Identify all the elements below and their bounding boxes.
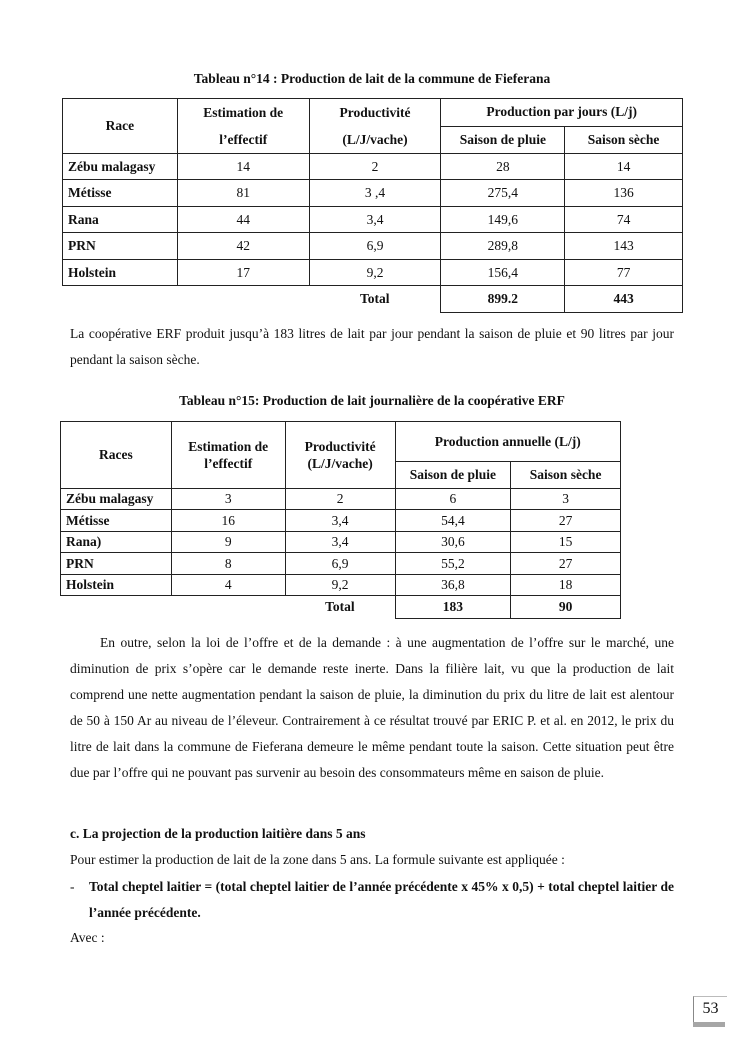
table14-cell-seche: 136 — [565, 180, 683, 207]
table14-header-pluie: Saison de pluie — [441, 126, 565, 154]
table14-total-pluie: 899.2 — [441, 286, 565, 313]
table14-header-effectif-line1: Estimation de — [203, 105, 284, 120]
table14 — [62, 98, 683, 313]
table14-cell-effectif: 44 — [177, 207, 309, 233]
table15 — [60, 421, 621, 619]
table14-cell-race: Métisse — [63, 180, 178, 207]
page-number-box — [693, 996, 727, 1025]
table14-cell-race: Rana — [63, 207, 178, 233]
table-row — [63, 233, 683, 260]
table14-cell-pluie: 275,4 — [441, 180, 565, 207]
table15-cell-race: Holstein — [61, 575, 172, 596]
table15-header-productivite-line1: Productivité — [304, 439, 376, 454]
table14-cell-pluie: 156,4 — [441, 260, 565, 286]
table14-cell-productivite: 9,2 — [309, 260, 441, 286]
table15-header-pluie: Saison de pluie — [395, 462, 511, 489]
table14-cell-seche: 74 — [565, 207, 683, 233]
table15-cell-effectif: 8 — [171, 553, 285, 575]
table14-cell-effectif: 42 — [177, 233, 309, 260]
table14-header-seche: Saison sèche — [565, 126, 683, 154]
table15-header-productivite — [285, 422, 395, 489]
formula: Total cheptel laitier = (total cheptel laitier de l’année précédente x 45% x 0,5) + total cheptel laitier de l’année précédente. — [89, 879, 674, 920]
bullet-dash: - — [70, 879, 75, 894]
table14-cell-productivite: 6,9 — [309, 233, 441, 260]
table14-cell-productivite: 2 — [309, 154, 441, 180]
table15-cell-productivite: 3,4 — [285, 510, 395, 532]
table15-cell-seche: 15 — [511, 532, 621, 553]
table15-cell-pluie: 6 — [395, 489, 511, 510]
table14-header-productivite-line1: Productivité — [339, 105, 411, 120]
table14-header-effectif — [177, 99, 309, 154]
table15-total-label: Total — [285, 596, 395, 619]
paragraph-1: La coopérative ERF produit jusqu’à 183 litres de lait par jour pendant la saison de pluie et 90 litres par jour pendant la saison sèche. — [70, 326, 674, 367]
table-row — [61, 553, 621, 575]
table-row — [63, 180, 683, 207]
table15-header-effectif — [171, 422, 285, 489]
table14-cell-seche: 77 — [565, 260, 683, 286]
table14-total-seche: 443 — [565, 286, 683, 313]
table15-cell-effectif: 4 — [171, 575, 285, 596]
table14-cell-effectif: 14 — [177, 154, 309, 180]
table15-header-effectif-line2: l’effectif — [204, 456, 253, 471]
section-heading: c. La projection de la production laitière dans 5 ans — [70, 826, 366, 841]
table15-cell-race: Rana) — [61, 532, 172, 553]
table15-caption: Tableau n°15: Production de lait journalière de la coopérative ERF — [179, 393, 565, 408]
table15-total-row — [61, 596, 621, 619]
table15-total-seche: 90 — [511, 596, 621, 619]
table15-cell-race: Métisse — [61, 510, 172, 532]
table-row — [63, 260, 683, 286]
table15-cell-effectif: 3 — [171, 489, 285, 510]
table15-cell-seche: 27 — [511, 510, 621, 532]
table14-cell-pluie: 28 — [441, 154, 565, 180]
paragraph-2: En outre, selon la loi de l’offre et de la demande : à une augmentation de l’offre sur le marché, une diminution de prix s’opère car le demande reste inerte. Dans la filière lait, vu que la production de lait comprend une nette augmentation pendant la saison de pluie, la diminution du prix du litre de lait est alentour de 50 à 150 Ar au niveau de l’éleveur. Contrairement à ce résultat trouvé par ERIC P. et al. en 2012, le prix du litre de lait dans la commune de Fieferana demeure le même pendant toute la saison. Cette situation peut être due par l’offre qui ne pouvant pas survenir au besoin des consommateurs même en saison de pluie. — [70, 635, 674, 780]
table14-cell-pluie: 149,6 — [441, 207, 565, 233]
table-row — [63, 154, 683, 180]
page-number: 53 — [702, 1000, 719, 1017]
paragraph-3: Pour estimer la production de lait de la zone dans 5 ans. La formule suivante est appliquée : — [70, 852, 565, 867]
table14-cell-seche: 143 — [565, 233, 683, 260]
table-row — [63, 207, 683, 233]
table15-cell-race: Zébu malagasy — [61, 489, 172, 510]
table15-header-productivite-line2: (L/J/vache) — [307, 456, 373, 471]
table15-cell-productivite: 6,9 — [285, 553, 395, 575]
table14-total-label: Total — [309, 286, 441, 313]
table14-cell-race: PRN — [63, 233, 178, 260]
table15-cell-productivite: 9,2 — [285, 575, 395, 596]
table-row — [61, 489, 621, 510]
table14-header-productivite-line2: (L/J/vache) — [342, 132, 408, 147]
table15-cell-effectif: 9 — [171, 532, 285, 553]
table15-cell-pluie: 54,4 — [395, 510, 511, 532]
table14-total-row — [63, 286, 683, 313]
table14-header-effectif-line2: l’effectif — [219, 132, 268, 147]
table15-header-production: Production annuelle (L/j) — [395, 422, 620, 462]
table-row — [61, 575, 621, 596]
table15-cell-seche: 3 — [511, 489, 621, 510]
table14-cell-seche: 14 — [565, 154, 683, 180]
table14-header-productivite — [309, 99, 441, 154]
table15-total-pluie: 183 — [395, 596, 511, 619]
table14-header-production: Production par jours (L/j) — [441, 99, 683, 127]
avec-label: Avec : — [70, 930, 105, 945]
table14-cell-race: Zébu malagasy — [63, 154, 178, 180]
table15-cell-seche: 18 — [511, 575, 621, 596]
table-row — [61, 510, 621, 532]
table15-cell-pluie: 36,8 — [395, 575, 511, 596]
table14-cell-effectif: 17 — [177, 260, 309, 286]
table15-cell-productivite: 2 — [285, 489, 395, 510]
table14-cell-race: Holstein — [63, 260, 178, 286]
table15-cell-pluie: 55,2 — [395, 553, 511, 575]
table15-header-seche: Saison sèche — [511, 462, 621, 489]
table15-cell-seche: 27 — [511, 553, 621, 575]
table15-cell-pluie: 30,6 — [395, 532, 511, 553]
table15-header-race: Races — [61, 422, 172, 489]
table14-cell-productivite: 3,4 — [309, 207, 441, 233]
table14-caption: Tableau n°14 : Production de lait de la commune de Fieferana — [193, 71, 551, 86]
page-number-bar — [693, 1022, 725, 1027]
table14-cell-productivite: 3 ,4 — [309, 180, 441, 207]
table15-cell-productivite: 3,4 — [285, 532, 395, 553]
table15-cell-effectif: 16 — [171, 510, 285, 532]
table15-header-effectif-line1: Estimation de — [188, 439, 269, 454]
table14-header-race: Race — [63, 99, 178, 154]
table14-cell-effectif: 81 — [177, 180, 309, 207]
table-row — [61, 532, 621, 553]
table15-cell-race: PRN — [61, 553, 172, 575]
table14-cell-pluie: 289,8 — [441, 233, 565, 260]
